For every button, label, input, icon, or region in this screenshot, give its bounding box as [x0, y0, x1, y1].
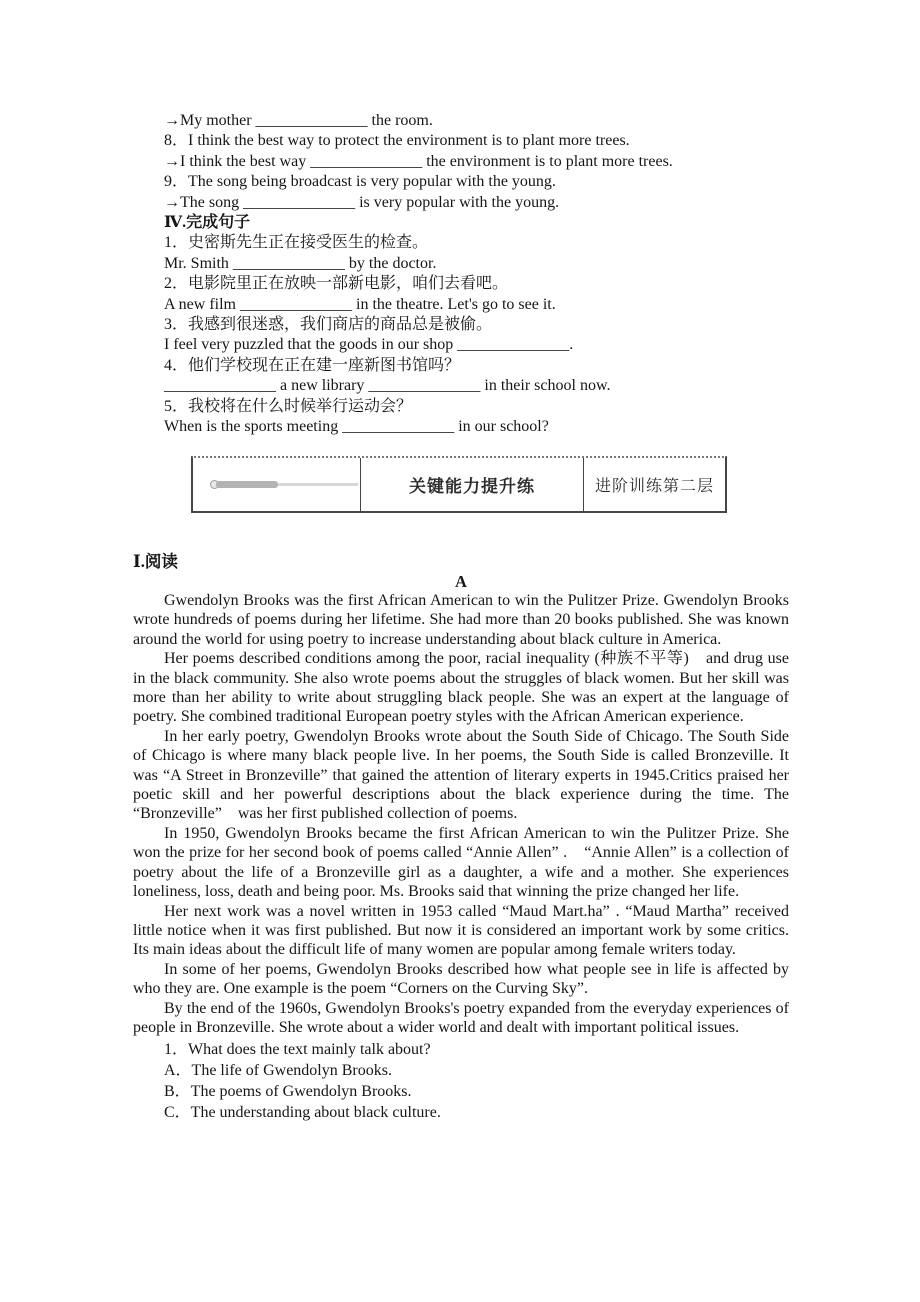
chinese-prompt-line: 4．他们学校现在正在建一座新图书馆吗？	[164, 356, 461, 374]
option-line-a: A．The life of Gwendolyn Brooks.	[164, 1062, 392, 1080]
squiggle-thick-bar	[216, 481, 278, 488]
transformation-rewrite-line: →I think the best way ______________ the environment is to plant more trees.	[164, 152, 673, 170]
passage-paragraph: Gwendolyn Brooks was the first African American to win the Pulitzer Prize. Gwendolyn Brooks wrote hundreds of poems during her lifetime. She had more than 20 books published. She was known around the world for using poetry to increase understanding about black culture in America.	[133, 592, 789, 648]
passage-paragraph: In her early poetry, Gwendolyn Brooks wrote about the South Side of Chicago. The South Side of Chicago is where many black people live. In her poems, the South Side is called Bronzeville. It was “A Street in Bronzeville” that gained the attention of literary experts in 1945.Critics praised her poetic skill and her powerful descriptions about the black experience during the time. The “Bronzeville” was her first published collection of poems.	[133, 727, 789, 823]
answer-blank-line: Mr. Smith ______________ by the doctor.	[164, 254, 437, 272]
banner-level-cell	[583, 458, 725, 511]
chinese-prompt-line: 5．我校将在什么时候举行运动会？	[164, 397, 413, 415]
section-banner	[191, 456, 727, 513]
banner-title: 关键能力提升练	[409, 477, 535, 496]
passage-label: A	[455, 572, 467, 591]
transformation-exercise-block	[164, 111, 864, 438]
answer-blank-line: A new film ______________ in the theatre. Let's go to see it.	[164, 295, 556, 313]
answer-blank-line: ______________ a new library ______________ in their school now.	[164, 377, 611, 395]
reading-section	[133, 551, 789, 1124]
section-iv-heading: Ⅳ.完成句子	[164, 214, 251, 232]
transformation-rewrite-line: →My mother ______________ the room.	[164, 112, 433, 129]
passage-paragraph: In 1950, Gwendolyn Brooks became the first African American to win the Pulitzer Prize. She won the prize for her second book of poems called “Annie Allen” . “Annie Allen” is a collection of poetry about the life of a Bronzeville girl as a daughter, a wife and a mother. She experiences loneliness, loss, death and being poor. Ms. Brooks said that winning the prize changed her life.	[133, 824, 789, 901]
transformation-rewrite-line: →The song ______________ is very popular with the young.	[164, 193, 560, 211]
chinese-prompt-line: 1．史密斯先生正在接受医生的检查。	[164, 234, 429, 252]
banner-title-cell	[360, 458, 583, 511]
banner-decoration-cell	[193, 458, 360, 511]
banner-level-label: 进阶训练第二层	[594, 478, 714, 495]
transformation-source-line: 8．I think the best way to protect the environment is to plant more trees.	[164, 132, 630, 150]
transformation-source-line: 9．The song being broadcast is very popular with the young.	[164, 173, 556, 191]
answer-blank-line: When is the sports meeting ______________ in our school?	[164, 418, 549, 436]
option-line-c: C．The understanding about black culture.	[164, 1103, 441, 1121]
reading-section-heading: Ⅰ.阅读	[133, 552, 178, 571]
squiggle-line-icon	[210, 480, 358, 489]
comprehension-questions	[164, 1040, 789, 1123]
answer-blank-line: I feel very puzzled that the goods in our shop ______________.	[164, 336, 574, 354]
chinese-prompt-line: 3．我感到很迷惑，我们商店的商品总是被偷。	[164, 316, 493, 334]
passage-paragraph: Her next work was a novel written in 1953 called “Maud Mart.ha” . “Maud Martha” received little notice when it was first published. But now it is considered an important work by some critics. Its main ideas about the difficult life of many women are popular among female writers today.	[133, 902, 789, 959]
question-line: 1．What does the text mainly talk about?	[164, 1041, 431, 1059]
passage-paragraph: By the end of the 1960s, Gwendolyn Brooks's poetry expanded from the everyday experiences of people in Bronzeville. She wrote about a wider world and dealt with important political issues.	[133, 999, 789, 1036]
chinese-prompt-line: 2．电影院里正在放映一部新电影，咱们去看吧。	[164, 275, 509, 293]
passage-paragraph: Her poems described conditions among the poor, racial inequality (种族不平等) and drug use in the black community. She also wrote poems about the struggles of black women. But her skill was more than her ability to write about struggling black people. She was an expert at the language of poetry. She combined traditional European poetry styles with the African American experience.	[133, 650, 789, 726]
passage-paragraph: In some of her poems, Gwendolyn Brooks described how what people see in life is affected by who they are. One example is the poem “Corners on the Curving Sky”.	[133, 960, 789, 998]
squiggle-thin-bar	[278, 483, 358, 486]
option-line-b: B．The poems of Gwendolyn Brooks.	[164, 1082, 412, 1100]
